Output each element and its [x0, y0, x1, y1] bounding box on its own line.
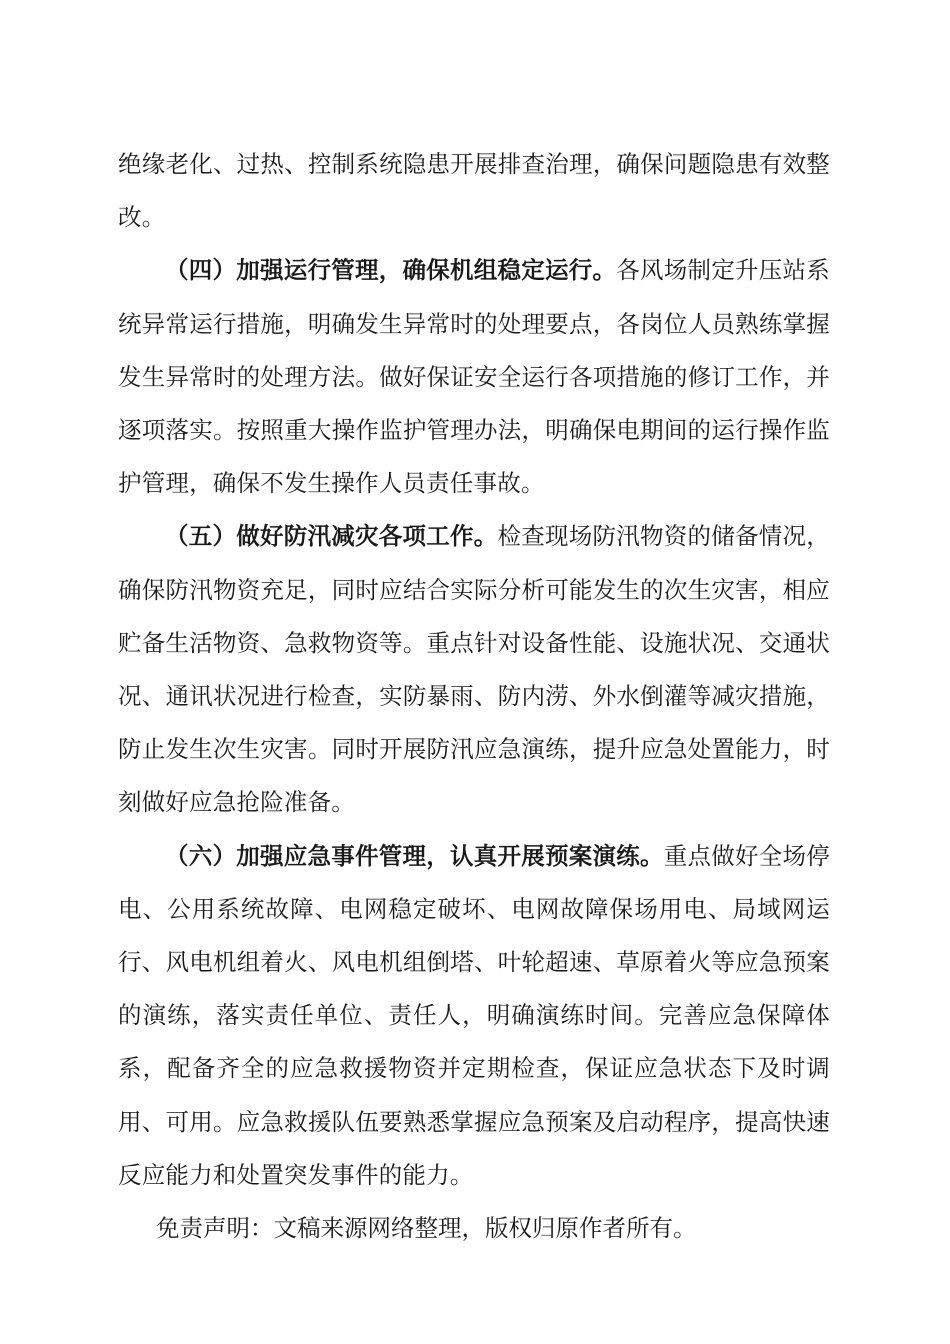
paragraph-section-4 [118, 244, 830, 510]
paragraph-section-5 [118, 510, 830, 829]
paragraph-body: 绝缘老化、过热、控制系统隐患开展排查治理，确保问题隐患有效整改。 [118, 150, 830, 232]
section-heading-5: （五）做好防汛减灾各项工作。 [165, 522, 498, 551]
paragraph-continuation [118, 138, 830, 244]
paragraph-body: 各风场制定升压站系统异常运行措施，明确发生异常时的处理要点，各岗位人员熟练掌握发生异常时的处理方法。做好保证安全运行各项措施的修订工作，并逐项落实。按照重大操作监护管理办法，明确保电期间的运行操作监护管理，确保不发生操作人员责任事故。 [118, 256, 830, 498]
section-heading-6: （六）加强应急事件管理，认真开展预案演练。 [165, 841, 664, 870]
paragraph-body: 检查现场防汛物资的储备情况，确保防汛物资充足，同时应结合实际分析可能发生的次生灾害，相应贮备生活物资、急救物资等。重点针对设备性能、设施状况、交通状况、通讯状况进行检查，实防暴雨、防内涝、外水倒灌等减灾措施，防止发生次生灾害。同时开展防汛应急演练，提升应急处置能力，时刻做好应急抢险准备。 [118, 522, 830, 817]
paragraph-section-6 [118, 830, 830, 1202]
disclaimer: 免责声明：文稿来源网络整理，版权归原作者所有。 [156, 1214, 697, 1243]
section-heading-4: （四）加强运行管理，确保机组稳定运行。 [165, 256, 617, 285]
paragraph-body: 重点做好全场停电、公用系统故障、电网稳定破坏、电网故障保场用电、局域网运行、风电机组着火、风电机组倒塔、叶轮超速、草原着火等应急预案的演练，落实责任单位、责任人，明确演练时间。完善应急保障体系，配备齐全的应急救援物资并定期检查，保证应急状态下及时调用、可用。应急救援队伍要熟悉掌握应急预案及启动程序，提高快速反应能力和处置突发事件的能力。 [118, 841, 830, 1189]
document-page [118, 138, 830, 1255]
